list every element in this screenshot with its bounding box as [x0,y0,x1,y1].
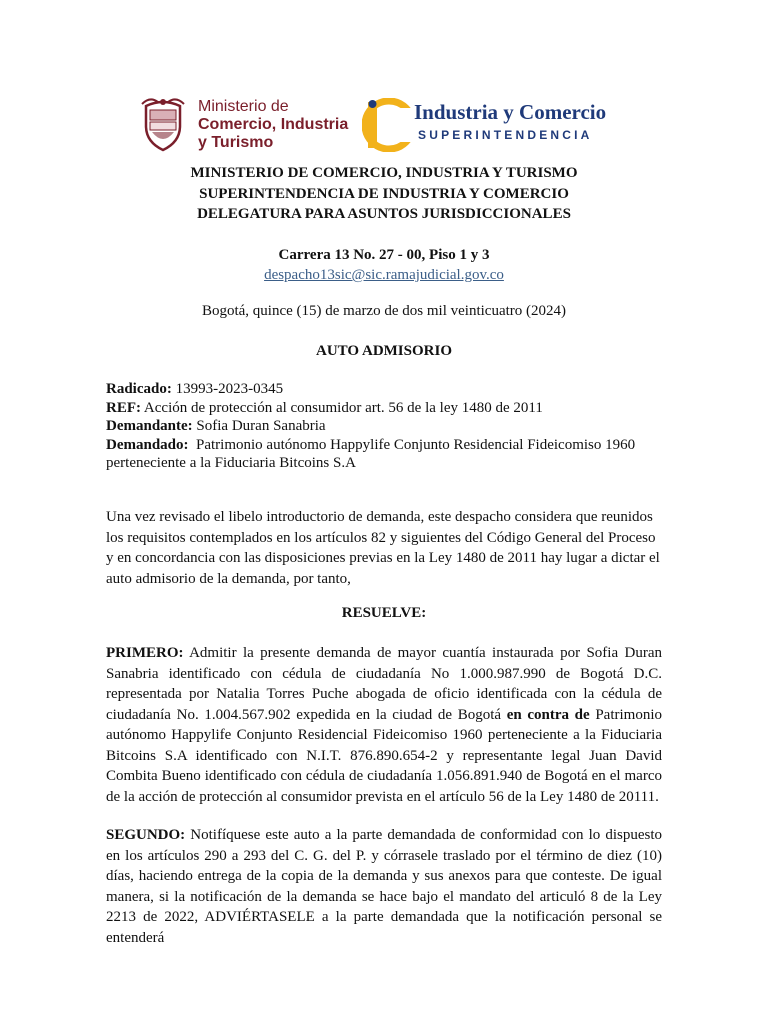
resuelve-heading: RESUELVE: [341,605,427,621]
sic-logo [362,94,624,156]
demandante-value: Sofia Duran Sanabria [192,418,326,434]
ref-label: REF: [106,399,141,416]
sic-subtitle: SUPERINTENDENCIA [418,128,593,142]
mincit-line2: Comercio, Industria [198,116,349,133]
segundo-label: SEGUNDO: [106,827,186,843]
document-title: AUTO ADMISORIO [316,343,452,359]
header-logos [140,94,625,156]
reference-block [106,380,666,473]
radicado-label: Radicado: [106,381,172,397]
email-line [0,265,768,285]
email-link[interactable]: despacho13sic@sic.ramajudicial.gov.co [264,267,504,283]
address: Carrera 13 No. 27 - 00, Piso 1 y 3 [278,247,490,263]
demandante-row [106,417,666,436]
document-date: Bogotá, quince (15) de marzo de dos mil veinticuatro (2024) [201,303,567,319]
demandante-label: Demandante: [106,418,193,434]
demandado-row [106,436,666,473]
segundo-paragraph [106,825,662,948]
primero-bold: en contra de [506,706,590,723]
primero-text-b: Patrimonio autónomo Happylife Conjunto Residencial Fideicomiso 1960 perteneciente a la Fiduciaria Bitcoins S.A identificado con N.I.T. 876.890.654-2 y representante legal Juan David Combita Bueno identificado con cédula de ciudadanía 1.056.891.940 de Bogotá en el marco de la acción de protección al consumidor prevista en el artículo 56 de la Ley 1480 de 20111. [106,706,662,805]
header-line-3: DELEGATURA PARA ASUNTOS JURISDICCIONALES [197,206,571,222]
primero-label: PRIMERO: [106,645,184,661]
sic-emblem-icon [362,98,412,152]
header-line-1: MINISTERIO DE COMERCIO, INDUSTRIA Y TURISMO [190,165,578,181]
primero-paragraph [106,643,662,807]
sic-title: Industria y Comercio [414,100,607,124]
ref-value: Acción de protección al consumidor art. 56 de la ley 1480 de 2011 [141,399,543,416]
coat-of-arms-icon [140,96,186,152]
header-line-2: SUPERINTENDENCIA DE INDUSTRIA Y COMERCIO [199,185,569,202]
mincit-line1: Ministerio de [198,98,289,115]
segundo-text: Notifíquese este auto a la parte demandada de conformidad con lo dispuesto en los artículos 290 a 293 del C. G. del P. y córrasele traslado por el término de diez (10) días, haciendo entrega de la copia de la demanda y sus anexos para que conteste. De igual manera, si la notificación de la demanda se hace bajo el mandato del articuló 8 de la Ley 2213 de 2022, ADVIÉRTASELE a la parte demandada que la notificación personal se entenderá [106,827,662,946]
document-header [0,163,768,225]
ref-row [106,399,666,418]
primero-text-a: Admitir la presente demanda de mayor cuantía instaurada por Sofia Duran Sanabria identificado con cédula de ciudadanía No 1.000.987.990 de Bogotá D.C. representada por Natalia Torres Puche abogada de oficio identificada con la cédula de ciudadanía No. 1.004.567.902 expedida en la ciudad de Bogotá [106,645,662,723]
mincit-logo [140,96,360,152]
mincit-line3: y Turismo [198,134,274,151]
radicado-value: 13993-2023-0345 [171,381,284,397]
demandado-value: Patrimonio autónomo Happylife Conjunto Residencial Fideicomiso 1960 perteneciente a la Fiduciaria Bitcoins S.A [106,436,639,471]
radicado-row [106,380,666,399]
intro-paragraph: Una vez revisado el libelo introductorio de demanda, este despacho considera que reunidos los requisitos contemplados en los artículos 82 y siguientes del Código General del Proceso y en concordancia con las disposiciones previas en la Ley 1480 de 2011 hay lugar a dictar el auto admisorio de la demanda, por tanto, [106,509,660,587]
demandado-label: Demandado: [106,436,189,453]
